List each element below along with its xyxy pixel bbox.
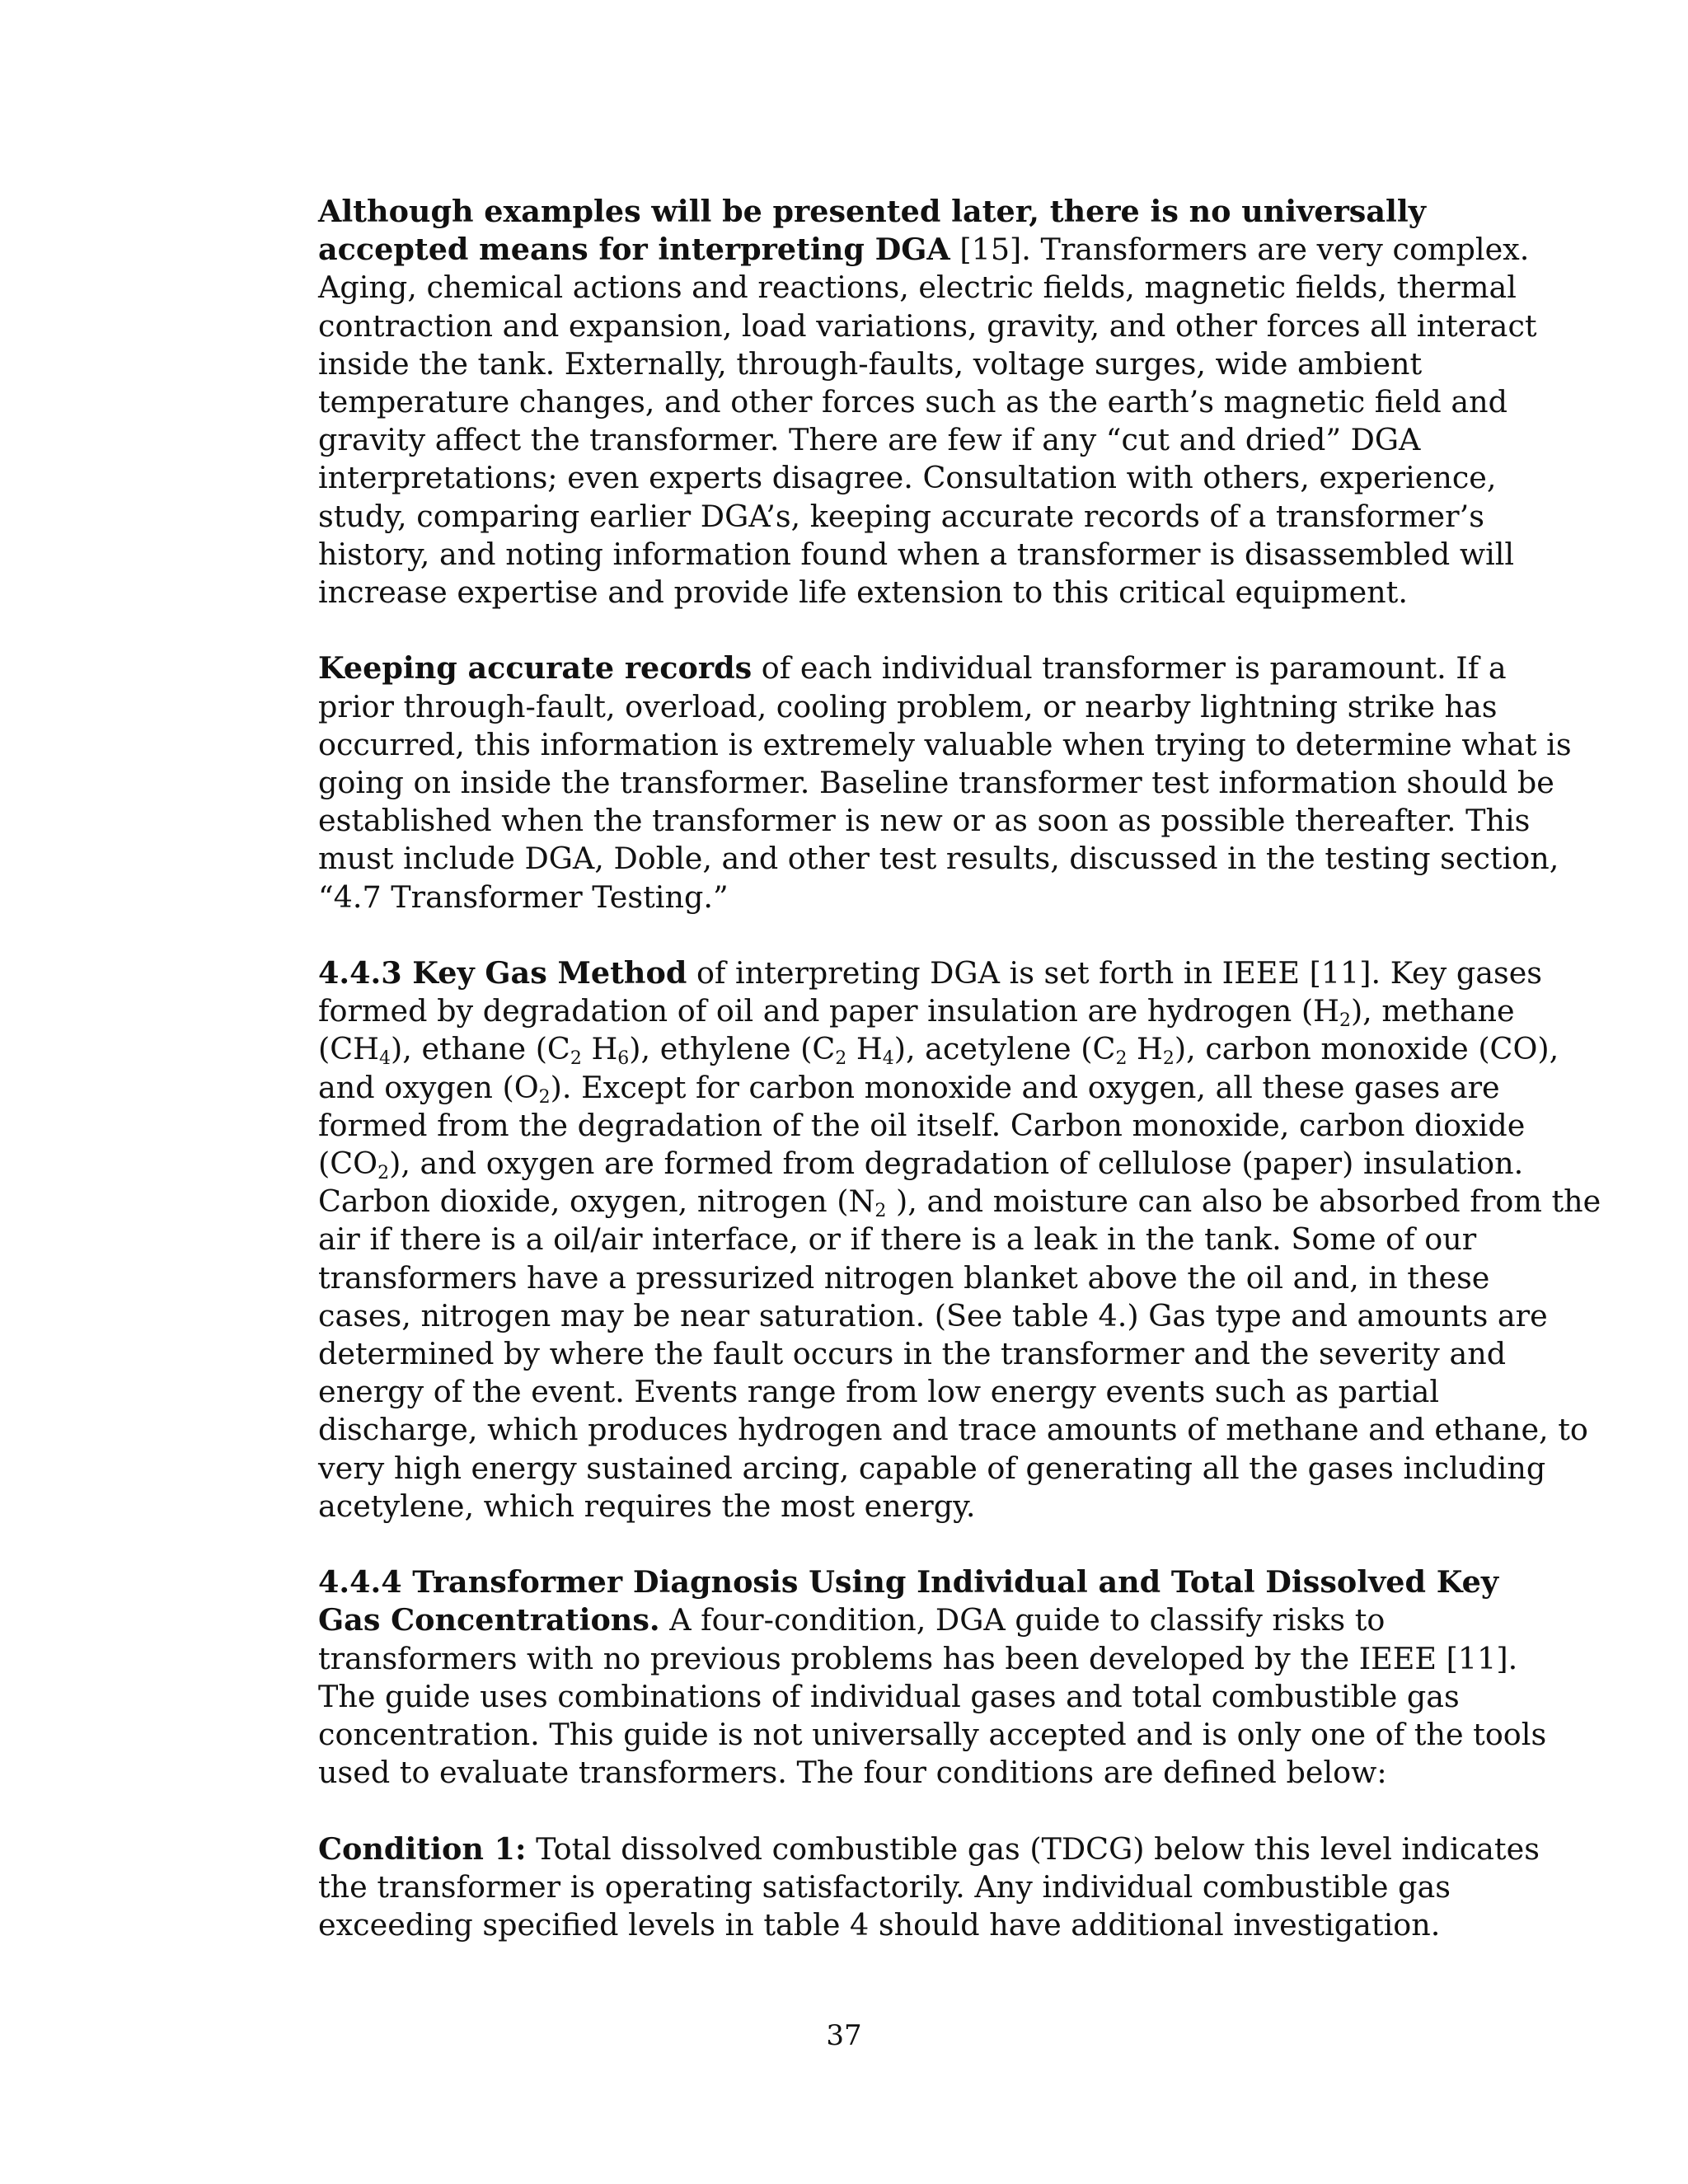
bold-run: Although examples will be presented later, there is no universally bbox=[318, 194, 1426, 229]
text-line bbox=[318, 1411, 1588, 1449]
text-line bbox=[318, 1259, 1489, 1297]
text-run: of interpreting DGA is set forth in IEEE [11]. Key gases bbox=[687, 955, 1543, 991]
text-line bbox=[318, 269, 1517, 307]
subscript: 6 bbox=[617, 1048, 630, 1070]
text-line bbox=[318, 1716, 1547, 1754]
text-run: energy of the event. Events range from low energy events such as partial bbox=[318, 1374, 1440, 1410]
text-run: ). Except for carbon monoxide and oxygen, all these gases are bbox=[550, 1069, 1500, 1105]
text-run: transformers have a pressurized nitrogen blanket above the oil and, in these bbox=[318, 1259, 1490, 1296]
text-run: discharge, which produces hydrogen and trace amounts of methane and ethane, to bbox=[318, 1412, 1588, 1448]
text-run: A four-condition, DGA guide to classify risks to bbox=[659, 1602, 1386, 1638]
text-run: gravity affect the transformer. There are few if any “cut and dried” DGA bbox=[318, 422, 1421, 458]
text-line bbox=[318, 726, 1572, 764]
text-run: prior through-fault, overload, cooling problem, or nearby lightning strike has bbox=[318, 688, 1498, 724]
text-line bbox=[318, 421, 1489, 459]
text-run: H bbox=[846, 1031, 883, 1067]
text-run: transformers with no previous problems has been developed by the IEEE [11]. bbox=[318, 1640, 1518, 1676]
text-run: ), methane bbox=[1350, 993, 1515, 1029]
text-run: very high energy sustained arcing, capable of generating all the gases including bbox=[318, 1450, 1546, 1486]
text-line bbox=[318, 1373, 1489, 1411]
text-line bbox=[318, 1601, 1489, 1639]
text-run: established when the transformer is new or as soon as possible thereafter. This bbox=[318, 803, 1531, 839]
text-line bbox=[318, 536, 1515, 574]
text-run: must include DGA, Doble, and other test results, discussed in the testing section, bbox=[318, 841, 1559, 877]
text-line bbox=[318, 1488, 1489, 1526]
subscript: 2 bbox=[538, 1086, 551, 1108]
text-line bbox=[318, 498, 1489, 536]
text-line bbox=[318, 649, 1507, 687]
text-line bbox=[318, 840, 1559, 878]
text-line bbox=[318, 1069, 1500, 1108]
text-line bbox=[318, 307, 1537, 345]
subscript: 2 bbox=[835, 1048, 847, 1070]
text-line bbox=[318, 879, 1489, 916]
paragraph-key-gas-method bbox=[318, 954, 1601, 1526]
text-run: formed by degradation of oil and paper insulation are hydrogen (H bbox=[318, 993, 1339, 1029]
text-run: study, comparing earlier DGA’s, keeping accurate records of a transformer’s bbox=[318, 498, 1484, 534]
text-run: H bbox=[1127, 1031, 1163, 1067]
subscript: 4 bbox=[379, 1048, 391, 1070]
text-line bbox=[318, 1145, 1524, 1184]
text-run: “4.7 Transformer Testing.” bbox=[318, 879, 729, 915]
text-line bbox=[318, 193, 1489, 231]
paragraph-records bbox=[318, 649, 1572, 916]
text-line bbox=[318, 1678, 1489, 1716]
text-run: acetylene, which requires the most energy. bbox=[318, 1488, 976, 1524]
text-line bbox=[318, 1754, 1489, 1792]
page-number: 37 bbox=[826, 2019, 862, 2052]
text-line bbox=[318, 1868, 1489, 1906]
text-run: the transformer is operating satisfactorily. Any individual combustible gas bbox=[318, 1868, 1451, 1905]
text-line bbox=[318, 1297, 1548, 1335]
text-line bbox=[318, 992, 1515, 1032]
text-run: inside the tank. Externally, through-faults, voltage surges, wide ambient bbox=[318, 345, 1423, 382]
text-run: [15]. Transformers are very complex. bbox=[950, 232, 1530, 268]
text-run: Aging, chemical actions and reactions, electric fields, magnetic fields, thermal bbox=[318, 269, 1517, 306]
subscript: 2 bbox=[570, 1048, 582, 1070]
bold-run: 4.4.3 Key Gas Method bbox=[318, 955, 687, 991]
text-run: contraction and expansion, load variations, gravity, and other forces all interact bbox=[318, 307, 1537, 344]
bold-run: Gas Concentrations. bbox=[318, 1602, 660, 1638]
subscript: 2 bbox=[1162, 1048, 1175, 1070]
bold-run: accepted means for interpreting DGA bbox=[318, 232, 950, 268]
text-run: cases, nitrogen may be near saturation. (See table 4.) Gas type and amounts are bbox=[318, 1297, 1548, 1333]
text-line bbox=[318, 1183, 1601, 1222]
subscript: 2 bbox=[1115, 1048, 1128, 1070]
text-line bbox=[318, 345, 1489, 383]
paragraph-condition-1 bbox=[318, 1830, 1540, 1945]
text-run: of each individual transformer is paramount. If a bbox=[752, 650, 1507, 687]
text-run: ), acetylene (C bbox=[893, 1031, 1116, 1067]
text-run: interpretations; even experts disagree. Consultation with others, experience, bbox=[318, 460, 1497, 496]
text-run: formed from the degradation of the oil itself. Carbon monoxide, carbon dioxide bbox=[318, 1107, 1526, 1143]
text-line bbox=[318, 1221, 1489, 1258]
text-line bbox=[318, 1335, 1507, 1373]
bold-run: Keeping accurate records bbox=[318, 650, 753, 687]
text-line bbox=[318, 1563, 1499, 1601]
text-run: ), and moisture can also be absorbed from the bbox=[886, 1183, 1601, 1220]
subscript: 2 bbox=[874, 1201, 887, 1222]
text-run: going on inside the transformer. Baseline transformer test information should be bbox=[318, 765, 1554, 801]
text-line bbox=[318, 1030, 1559, 1070]
text-line bbox=[318, 231, 1530, 269]
paragraph-transformer-diagnosis bbox=[318, 1563, 1547, 1792]
text-run: Total dissolved combustible gas (TDCG) below this level indicates bbox=[526, 1830, 1540, 1867]
text-run: ), ethylene (C bbox=[629, 1031, 836, 1067]
paragraph-interpretation bbox=[318, 193, 1537, 612]
text-line bbox=[318, 954, 1543, 992]
text-line bbox=[318, 1830, 1540, 1868]
text-run: used to evaluate transformers. The four conditions are defined below: bbox=[318, 1755, 1387, 1791]
text-line bbox=[318, 1107, 1526, 1145]
subscript: 4 bbox=[882, 1048, 894, 1070]
text-run: history, and noting information found when a transformer is disassembled will bbox=[318, 536, 1515, 572]
text-run: determined by where the fault occurs in the transformer and the severity and bbox=[318, 1336, 1507, 1372]
text-line bbox=[318, 802, 1531, 840]
subscript: 2 bbox=[1339, 1010, 1351, 1032]
text-line bbox=[318, 383, 1507, 421]
text-line bbox=[318, 1906, 1489, 1944]
text-run: concentration. This guide is not universally accepted and is only one of the tools bbox=[318, 1717, 1547, 1753]
text-run: temperature changes, and other forces such as the earth’s magnetic field and bbox=[318, 384, 1507, 420]
text-run: air if there is a oil/air interface, or if there is a leak in the tank. Some of our bbox=[318, 1221, 1477, 1258]
text-run: exceeding specified levels in table 4 should have additional investigation. bbox=[318, 1907, 1441, 1943]
subscript: 2 bbox=[377, 1163, 390, 1184]
text-line bbox=[318, 688, 1498, 726]
text-line bbox=[318, 459, 1497, 497]
text-line bbox=[318, 764, 1554, 802]
text-run: (CO bbox=[318, 1146, 378, 1182]
text-run: (CH bbox=[318, 1031, 379, 1067]
bold-run: 4.4.4 Transformer Diagnosis Using Individual and Total Dissolved Key bbox=[318, 1564, 1499, 1601]
text-line bbox=[318, 574, 1489, 612]
text-run: H bbox=[581, 1031, 618, 1067]
text-run: ), and oxygen are formed from degradation of cellulose (paper) insulation. bbox=[389, 1146, 1524, 1182]
bold-run: Condition 1: bbox=[318, 1830, 527, 1867]
text-line bbox=[318, 1640, 1518, 1678]
text-run: occurred, this information is extremely valuable when trying to determine what is bbox=[318, 726, 1572, 762]
text-run: ), carbon monoxide (CO), bbox=[1174, 1031, 1559, 1067]
text-run: The guide uses combinations of individual gases and total combustible gas bbox=[318, 1678, 1460, 1714]
text-run: Carbon dioxide, oxygen, nitrogen (N bbox=[318, 1183, 875, 1220]
text-run: increase expertise and provide life extension to this critical equipment. bbox=[318, 574, 1408, 611]
document-body bbox=[318, 193, 1601, 1944]
text-run: ), ethane (C bbox=[391, 1031, 570, 1067]
text-run: and oxygen (O bbox=[318, 1069, 539, 1105]
text-line bbox=[318, 1450, 1546, 1488]
